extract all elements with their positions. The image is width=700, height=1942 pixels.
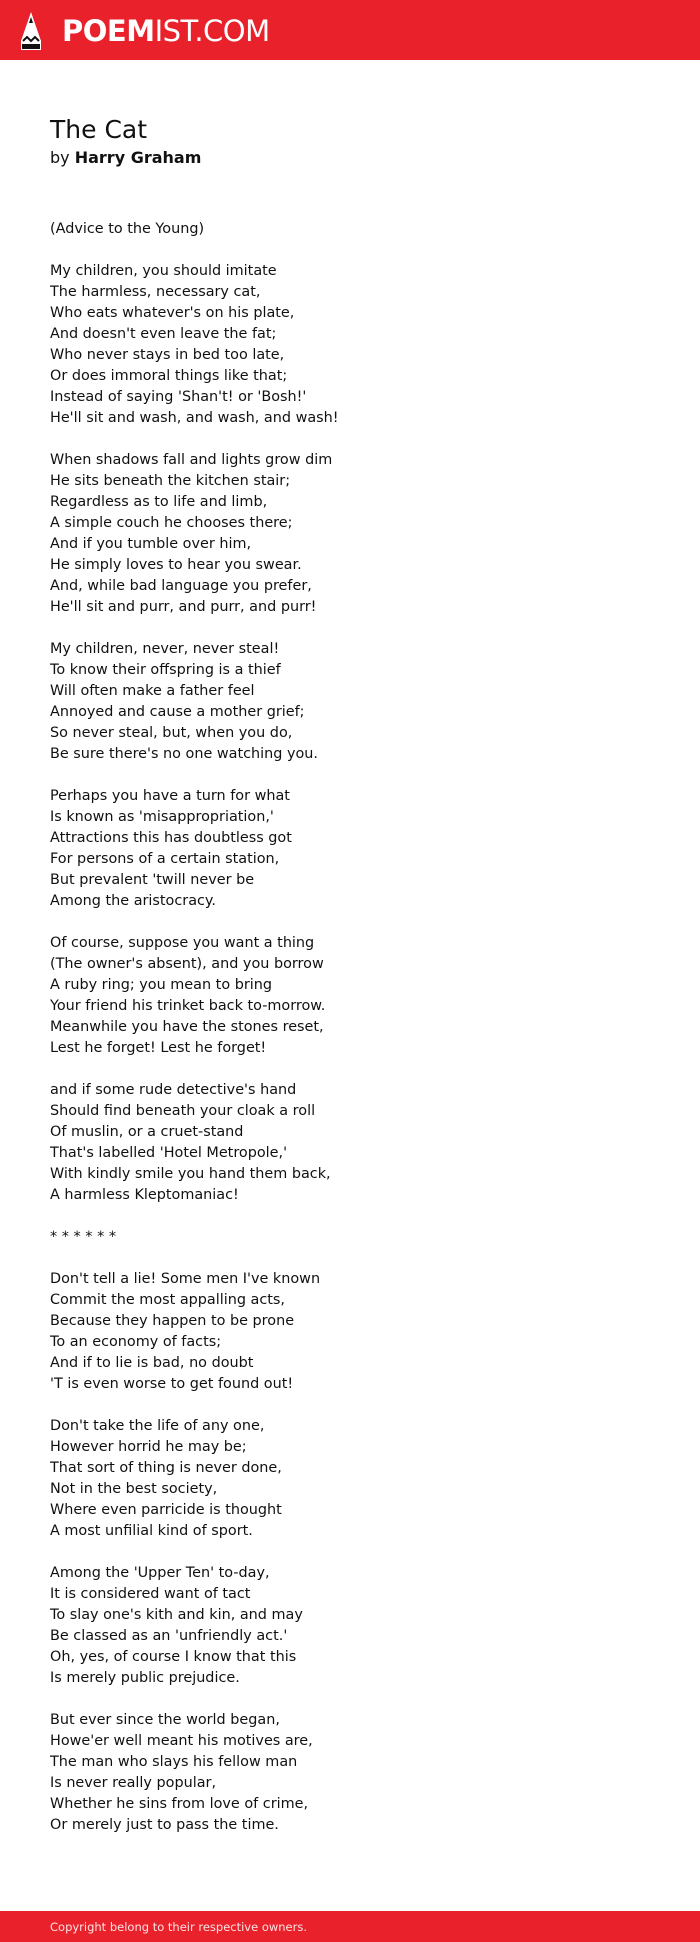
- poem-line: A most unfilial kind of sport.: [50, 1523, 253, 1539]
- poem-line: And, while bad language you prefer,: [50, 578, 312, 594]
- poem-line: So never steal, but, when you do,: [50, 725, 293, 741]
- poem-line: Your friend his trinket back to-morrow.: [50, 998, 326, 1014]
- stanza-break: [50, 765, 650, 786]
- logo-wordmark-bold: POEM: [62, 14, 155, 48]
- poem-heading: [50, 112, 650, 169]
- pencil-icon: [18, 11, 44, 51]
- poem-line: and if some rude detective's hand: [50, 1082, 297, 1098]
- poem-line: Because they happen to be prone: [50, 1313, 295, 1329]
- author-name[interactable]: Harry Graham: [74, 148, 202, 167]
- poem-line: Be sure there's no one watching you.: [50, 746, 319, 762]
- poem-line: Is merely public prejudice.: [50, 1670, 240, 1686]
- stanza-break: [50, 429, 650, 450]
- poem-line: Who eats whatever's on his plate,: [50, 305, 295, 321]
- poem-line: For persons of a certain station,: [50, 851, 280, 867]
- poem-line: Regardless as to life and limb,: [50, 494, 268, 510]
- byline-prefix: by: [50, 148, 70, 167]
- poem-line: However horrid he may be;: [50, 1439, 247, 1455]
- stanza-break: [50, 240, 650, 261]
- byline: [50, 147, 650, 169]
- site-header: [0, 0, 700, 60]
- poem-title: The Cat: [50, 115, 148, 144]
- poem-line: (The owner's absent), and you borrow: [50, 956, 324, 972]
- poem-line: The man who slays his fellow man: [50, 1754, 298, 1770]
- poem-line: And if to lie is bad, no doubt: [50, 1355, 254, 1371]
- poem-line: Howe'er well meant his motives are,: [50, 1733, 313, 1749]
- poem-line: It is considered want of tact: [50, 1586, 251, 1602]
- poem-line: The harmless, necessary cat,: [50, 284, 261, 300]
- poem-line: To an economy of facts;: [50, 1334, 222, 1350]
- poem-line: And doesn't even leave the fat;: [50, 326, 277, 342]
- poem-line: But prevalent 'twill never be: [50, 872, 255, 888]
- stanza-break: [50, 912, 650, 933]
- poem-line: Whether he sins from love of crime,: [50, 1796, 309, 1812]
- site-footer: [0, 1911, 700, 1942]
- poem-line: That's labelled 'Hotel Metropole,': [50, 1145, 288, 1161]
- poem-line: Lest he forget! Lest he forget!: [50, 1040, 267, 1056]
- poem-line: He simply loves to hear you swear.: [50, 557, 302, 573]
- poem-line: He'll sit and purr, and purr, and purr!: [50, 599, 317, 615]
- poem-line: Meanwhile you have the stones reset,: [50, 1019, 324, 1035]
- poem-line: With kindly smile you hand them back,: [50, 1166, 331, 1182]
- poem-line: Don't take the life of any one,: [50, 1418, 265, 1434]
- poem-line: Don't tell a lie! Some men I've known: [50, 1271, 321, 1287]
- poem-line: (Advice to the Young): [50, 221, 205, 237]
- copyright-text: Copyright belong to their respective owners.: [50, 1920, 308, 1934]
- poem-line: Among the aristocracy.: [50, 893, 216, 909]
- poem-line: He sits beneath the kitchen stair;: [50, 473, 291, 489]
- poem-line: Is never really popular,: [50, 1775, 217, 1791]
- stanza-break: [50, 1542, 650, 1563]
- stanza-break: [50, 1248, 650, 1269]
- poem-line: And if you tumble over him,: [50, 536, 252, 552]
- stanza-break: [50, 1395, 650, 1416]
- poem-line: That sort of thing is never done,: [50, 1460, 282, 1476]
- poem-line: Be classed as an 'unfriendly act.': [50, 1628, 288, 1644]
- poem-line: My children, never, never steal!: [50, 641, 280, 657]
- poem-line: Instead of saying 'Shan't! or 'Bosh!': [50, 389, 307, 405]
- logo-wordmark-light: IST.COM: [154, 14, 270, 48]
- poem-line: To know their offspring is a thief: [50, 662, 281, 678]
- stanza-break: [50, 1059, 650, 1080]
- poem-line: Oh, yes, of course I know that this: [50, 1649, 297, 1665]
- poem-line: Perhaps you have a turn for what: [50, 788, 290, 804]
- stanza-break: [50, 1206, 650, 1227]
- poem-line: * * * * * *: [50, 1229, 117, 1245]
- poem-line: Not in the best society,: [50, 1481, 218, 1497]
- poem-line: Annoyed and cause a mother grief;: [50, 704, 305, 720]
- poem-line: To slay one's kith and kin, and may: [50, 1607, 303, 1623]
- poem-line: Should find beneath your cloak a roll: [50, 1103, 316, 1119]
- poem-line: A simple couch he chooses there;: [50, 515, 293, 531]
- poem-line: Attractions this has doubtless got: [50, 830, 292, 846]
- poem-line: Or does immoral things like that;: [50, 368, 288, 384]
- poem-line: Will often make a father feel: [50, 683, 255, 699]
- poem-line: Is known as 'misappropriation,': [50, 809, 274, 825]
- poem-line: A ruby ring; you mean to bring: [50, 977, 273, 993]
- poem-line: Who never stays in bed too late,: [50, 347, 285, 363]
- poem-line: But ever since the world began,: [50, 1712, 280, 1728]
- poem-line: Of muslin, or a cruet-stand: [50, 1124, 244, 1140]
- poem-line: Among the 'Upper Ten' to-day,: [50, 1565, 270, 1581]
- poem-line: When shadows fall and lights grow dim: [50, 452, 333, 468]
- poem-line: A harmless Kleptomaniac!: [50, 1187, 239, 1203]
- poem-line: 'T is even worse to get found out!: [50, 1376, 294, 1392]
- stanza-break: [50, 1689, 650, 1710]
- poem-line: Of course, suppose you want a thing: [50, 935, 315, 951]
- poem-line: Where even parricide is thought: [50, 1502, 282, 1518]
- poem-body: [50, 219, 650, 1836]
- poem-line: Commit the most appalling acts,: [50, 1292, 286, 1308]
- stanza-break: [50, 618, 650, 639]
- site-logo[interactable]: [18, 11, 270, 51]
- logo-wordmark: [62, 11, 270, 51]
- poem-line: My children, you should imitate: [50, 263, 277, 279]
- poem-line: Or merely just to pass the time.: [50, 1817, 279, 1833]
- poem-line: He'll sit and wash, and wash, and wash!: [50, 410, 339, 426]
